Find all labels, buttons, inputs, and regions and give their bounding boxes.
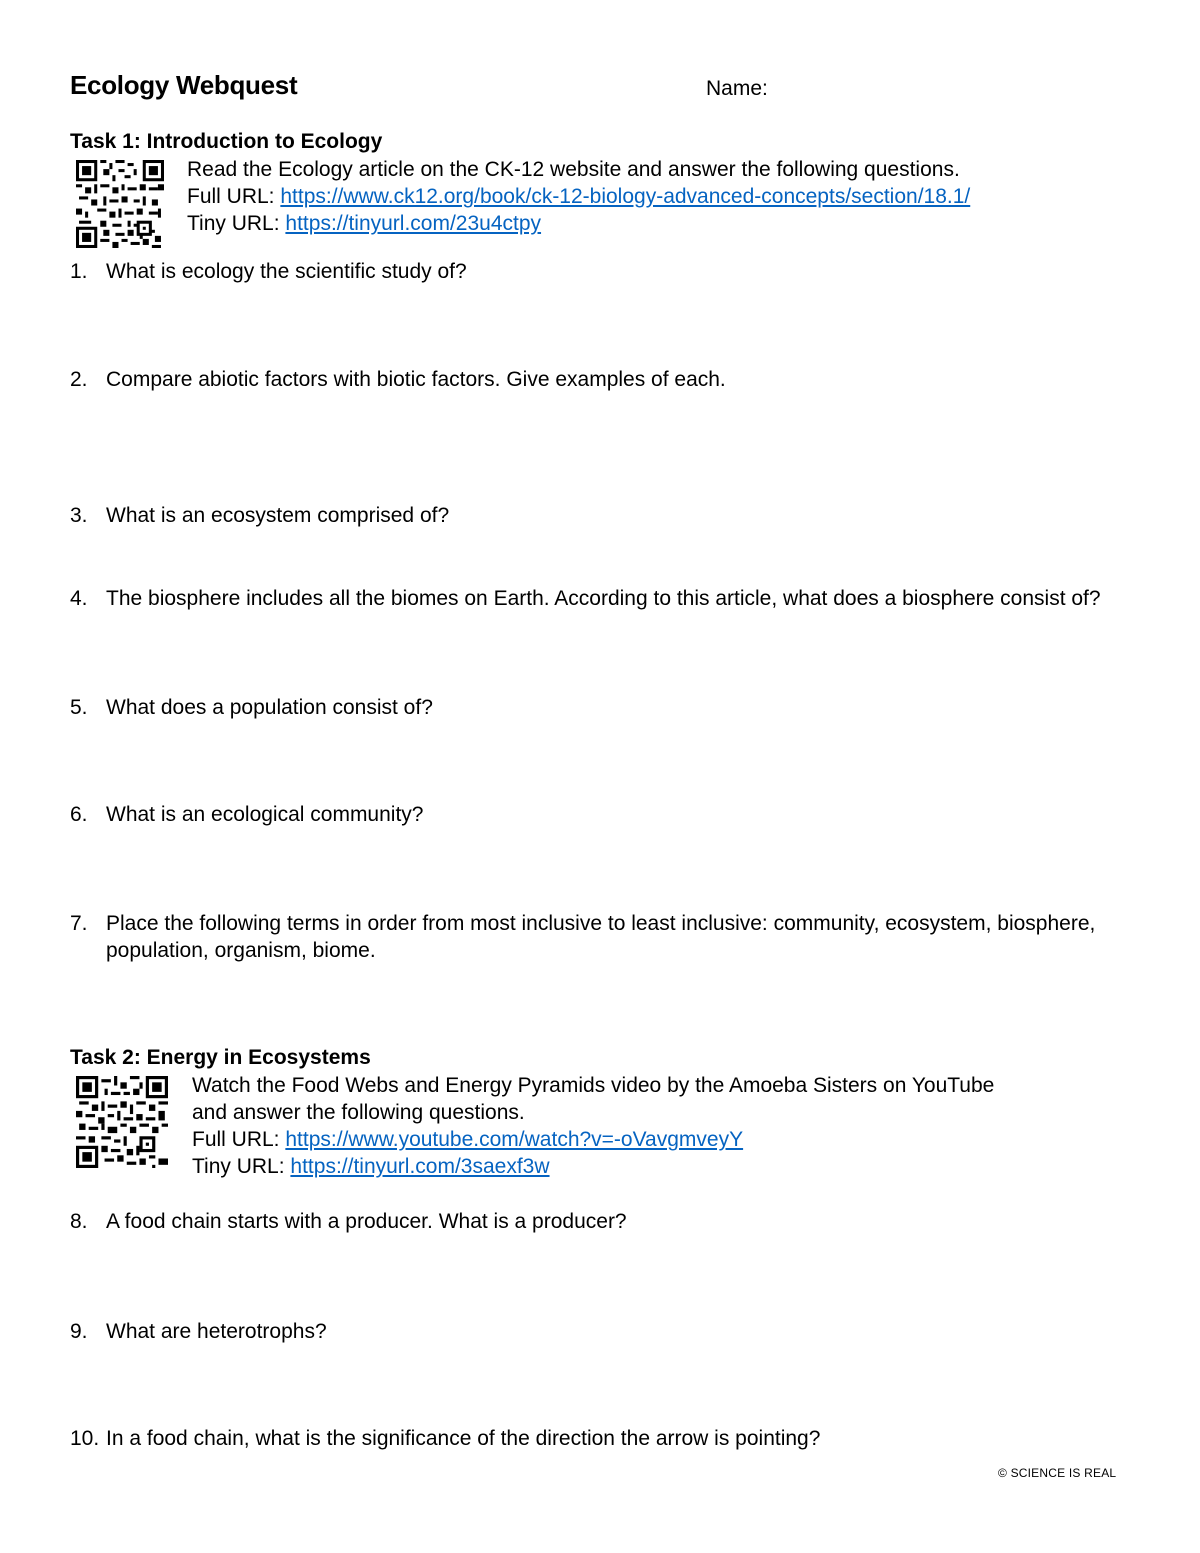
task1-heading: Task 1: Introduction to Ecology — [70, 130, 383, 153]
question-text: Place the following terms in order from most inclusive to least inclusive: community, ecosystem, biosphere, population, organism, biome. — [106, 912, 1096, 962]
question-10 — [70, 1425, 1130, 1452]
question-number: 3. — [70, 504, 88, 527]
tiny-url-label: Tiny URL: — [192, 1155, 291, 1178]
question-3 — [70, 502, 1130, 529]
task1-tiny-url-link[interactable]: https://tinyurl.com/23u4ctpy — [285, 212, 542, 235]
question-8 — [70, 1208, 1130, 1235]
qr-code-icon[interactable] — [76, 1076, 168, 1168]
question-4 — [70, 585, 1130, 639]
task2-intro-line2: and answer the following questions. — [192, 1101, 525, 1124]
question-number: 2. — [70, 368, 88, 391]
task2-full-url-link[interactable]: https://www.youtube.com/watch?v=-oVavgmveyY — [285, 1128, 744, 1151]
task1-full-url-line — [187, 183, 970, 210]
question-text: What is an ecosystem comprised of? — [106, 504, 450, 527]
question-text: Compare abiotic factors with biotic factors. Give examples of each. — [106, 368, 726, 391]
task2-tiny-url-line — [192, 1153, 550, 1180]
question-text: A food chain starts with a producer. What is a producer? — [106, 1210, 627, 1233]
task2-intro-line1: Watch the Food Webs and Energy Pyramids video by the Amoeba Sisters on YouTube — [192, 1074, 995, 1097]
question-2 — [70, 366, 1130, 393]
question-text: What are heterotrophs? — [106, 1320, 327, 1343]
task2-tiny-url-link[interactable]: https://tinyurl.com/3saexf3w — [290, 1155, 550, 1178]
question-9 — [70, 1318, 1130, 1345]
question-7 — [70, 910, 1130, 964]
qr-code-graphic — [76, 1076, 168, 1168]
full-url-label: Full URL: — [192, 1128, 286, 1151]
full-url-label: Full URL: — [187, 185, 281, 208]
qr-code-icon[interactable] — [76, 160, 164, 248]
question-text: The biosphere includes all the biomes on Earth. According to this article, what does a biosphere consist of? — [106, 587, 1101, 610]
question-number: 10. — [70, 1427, 100, 1450]
question-number: 6. — [70, 803, 88, 826]
question-text: In a food chain, what is the significance of the direction the arrow is pointing? — [106, 1427, 821, 1450]
question-text: What is an ecological community? — [106, 803, 424, 826]
copyright-footer: © SCIENCE IS REAL — [998, 1466, 1117, 1480]
question-number: 7. — [70, 912, 88, 935]
task2-heading: Task 2: Energy in Ecosystems — [70, 1046, 371, 1069]
question-number: 1. — [70, 260, 88, 283]
task2-full-url-line — [192, 1126, 743, 1153]
name-label: Name: — [706, 77, 768, 100]
task1-tiny-url-line — [187, 210, 541, 237]
qr-code-graphic — [76, 160, 164, 248]
question-number: 8. — [70, 1210, 88, 1233]
question-number: 5. — [70, 696, 88, 719]
question-6 — [70, 801, 1130, 828]
task1-intro: Read the Ecology article on the CK-12 website and answer the following questions. — [187, 158, 960, 181]
question-number: 9. — [70, 1320, 88, 1343]
question-5 — [70, 694, 1130, 721]
question-1 — [70, 258, 1130, 285]
task1-full-url-link[interactable]: https://www.ck12.org/book/ck-12-biology-advanced-concepts/section/18.1/ — [280, 185, 971, 208]
page-title: Ecology Webquest — [70, 70, 298, 100]
question-text: What is ecology the scientific study of? — [106, 260, 467, 283]
tiny-url-label: Tiny URL: — [187, 212, 286, 235]
question-text: What does a population consist of? — [106, 696, 433, 719]
question-number: 4. — [70, 587, 88, 610]
